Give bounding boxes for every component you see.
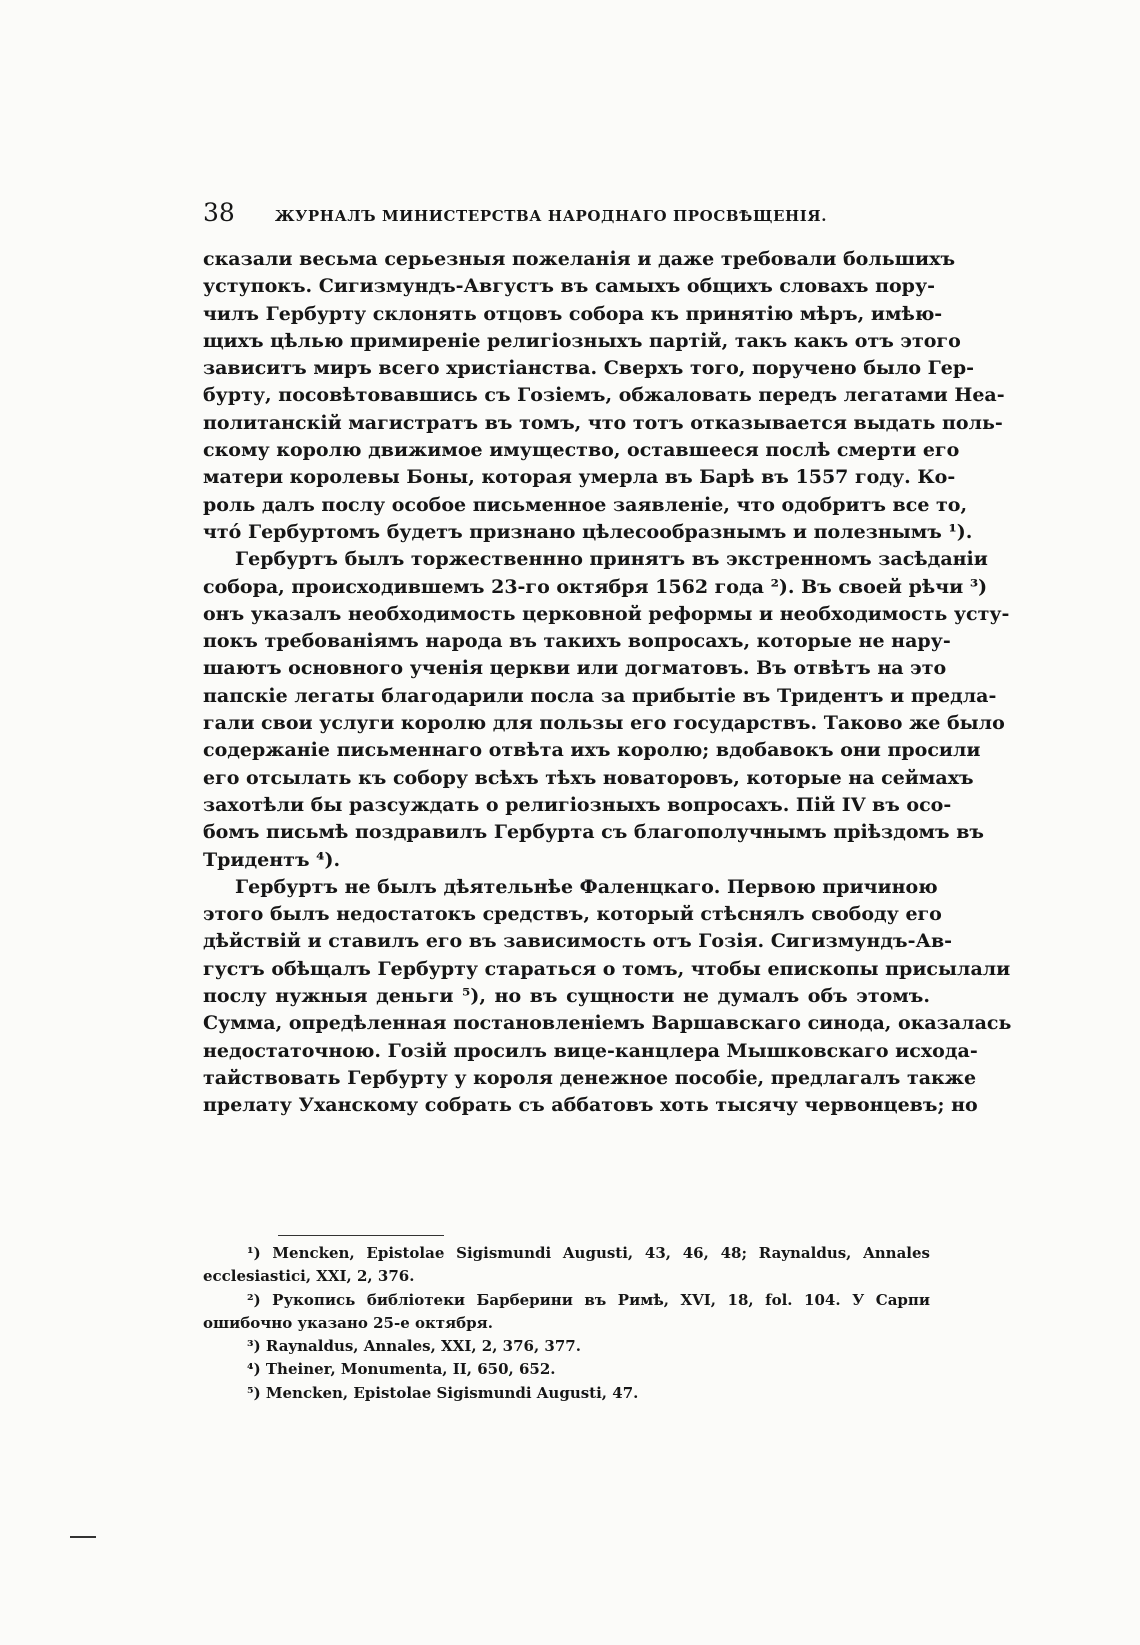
footnotes [203, 1242, 930, 1405]
body-text-line: роль далъ послу особое письменное заявленіе, что одобритъ все то, [203, 493, 968, 516]
page-header [203, 198, 930, 232]
body-text-line: Гербуртъ былъ торжественнно принятъ въ экстренномъ засѣданіи [235, 548, 988, 571]
body-text-line: что́ Гербуртомъ будетъ признано цѣлесообразнымъ и полезнымъ ¹). [203, 520, 973, 543]
body-text-line: чилъ Гербурту склонять отцовъ собора къ принятію мѣръ, имѣю- [203, 302, 943, 325]
body-text-line: послу нужныя деньги ⁵), но въ сущности не думалъ объ этомъ. [203, 985, 930, 1008]
body-text-line: зависитъ миръ всего христіанства. Сверхъ того, поручено было Гер- [203, 357, 974, 380]
margin-mark [70, 1536, 96, 1538]
footnote-line: ³) Raynaldus, Annales, XXI, 2, 376, 377. [247, 1337, 581, 1356]
body-text-line: содержаніе письменнаго отвѣта ихъ королю; вдобавокъ они просили [203, 739, 981, 762]
body-text-line: бомъ письмѣ поздравилъ Гербурта съ благополучнымъ пріѣздомъ въ [203, 821, 984, 844]
body-text-line: дѣйствій и ставилъ его въ зависимость отъ Гозія. Сигизмундъ-Ав- [203, 930, 953, 953]
body-text-line: сказали весьма серьезныя пожеланія и даже требовали большихъ [203, 248, 956, 270]
footnote-line: ⁴) Theiner, Monumenta, II, 650, 652. [247, 1360, 556, 1379]
body-text-line: недостаточною. Гозій просилъ вице-канцлера Мышковскаго исхода- [203, 1039, 978, 1062]
body-text-line: уступокъ. Сигизмундъ-Августъ въ самыхъ общихъ словахъ пору- [203, 275, 935, 298]
body-text-line: Тридентъ ⁴). [203, 848, 341, 871]
running-title: ЖУРНАЛЪ МИНИСТЕРСТВА НАРОДНАГО ПРОСВѢЩЕНІЯ. [274, 207, 828, 225]
body-text [203, 246, 1012, 1120]
footnote-line: ошибочно указано 25-е октября. [203, 1313, 493, 1332]
body-text-line: скому королю движимое имущество, оставшееся послѣ смерти его [203, 439, 960, 462]
footnote-line: ¹) Mencken, Epistolae Sigismundi Augusti, 43, 46, 48; Raynaldus, Annales [247, 1244, 930, 1262]
body-text-line: щихъ цѣлью примиреніе религіозныхъ партій, такъ какъ отъ этого [203, 329, 961, 352]
footnote-line: ⁵) Mencken, Epistolae Sigismundi Augusti, 47. [247, 1383, 639, 1402]
body-text-line: шаютъ основного ученія церкви или догматовъ. Въ отвѣтъ на это [203, 657, 947, 680]
body-text-line: политанскій магистратъ въ томъ, что тотъ отказывается выдать поль- [203, 411, 1003, 434]
body-text-line: бурту, посовѣтовавшись съ Гозіемъ, обжаловать передъ легатами Неа- [203, 384, 1005, 407]
body-text-line: захотѣли бы разсуждать о религіозныхъ вопросахъ. Пій IV въ осо- [203, 793, 952, 816]
body-text-line: онъ указалъ необходимость церковной реформы и необходимость усту- [203, 602, 1010, 625]
body-text-line: покъ требованіямъ народа въ такихъ вопросахъ, которые не нару- [203, 630, 951, 653]
footnote-line: ecclesiastici, XXI, 2, 376. [203, 1267, 415, 1286]
body-text-line: матери королевы Боны, которая умерла въ Барѣ въ 1557 году. Ко- [203, 466, 956, 489]
body-text-line: Гербуртъ не былъ дѣятельнѣе Фаленцкаго. Первою причиною [235, 875, 938, 898]
footnote-line: ²) Рукопись библіотеки Барберини въ Римѣ, XVI, 18, fol. 104. У Сарпи [247, 1290, 930, 1309]
body-text-line: папскіе легаты благодарили посла за прибытіе въ Тридентъ и предла- [203, 684, 997, 707]
body-text-line: гали свои услуги королю для пользы его государствъ. Таково же было [203, 712, 1005, 735]
body-text-line: тайствовать Гербурту у короля денежное пособіе, предлагалъ также [203, 1066, 977, 1089]
body-text-line: собора, происходившемъ 23-го октября 1562 года ²). Въ своей рѣчи ³) [203, 575, 988, 598]
body-text-line: этого былъ недостатокъ средствъ, который стѣснялъ свободу его [203, 903, 942, 926]
body-text-line: его отсылать къ собору всѣхъ тѣхъ новаторовъ, которые на сеймахъ [203, 766, 974, 789]
body-text-line: Сумма, опредѣленная постановленіемъ Варшавскаго синода, оказалась [203, 1012, 1012, 1035]
page-number: 38 [203, 198, 235, 227]
body-text-line: прелату Уханскому собрать съ аббатовъ хоть тысячу червонцевъ; но [203, 1094, 978, 1117]
footnote-separator [278, 1235, 444, 1236]
body-text-line: густъ обѣщалъ Гербурту стараться о томъ, чтобы епископы присылали [203, 957, 1011, 980]
